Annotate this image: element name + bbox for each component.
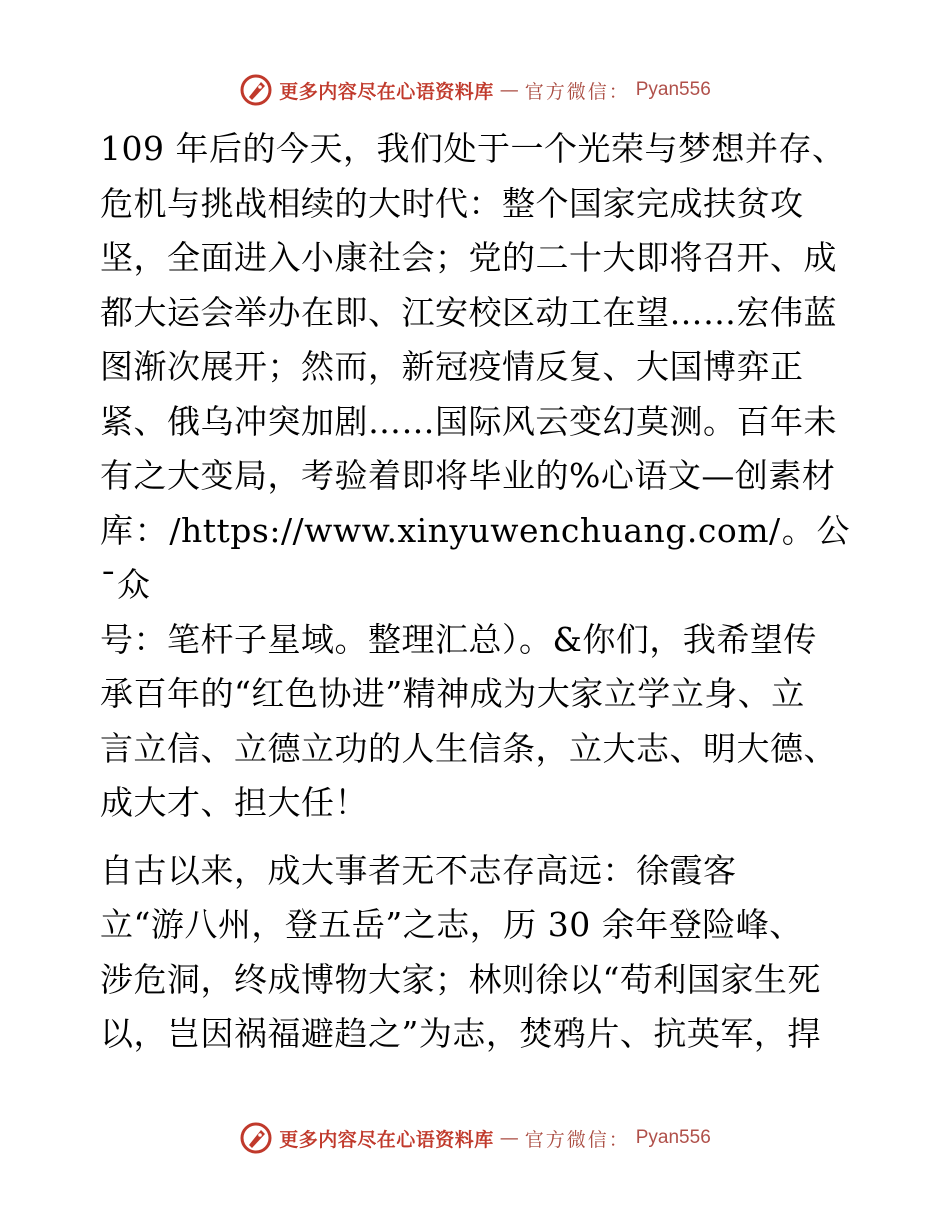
text-line: 涉危洞，终成博物大家；林则徐以“苟利国家生死 — [100, 959, 821, 999]
page-footer-banner — [0, 1118, 950, 1158]
text-line: 坚，全面进入小康社会；党的二十大即将召开、成 — [100, 238, 837, 277]
text-line: 图渐次展开；然而，新冠疫情反复、大国博弈正 — [100, 347, 804, 386]
pen-nib-logo-icon — [239, 73, 273, 107]
text-line: 库：/https://www.xinyuwenchuang.com/。公¯众 — [100, 510, 850, 604]
banner-separator: — — [499, 1127, 519, 1149]
text-line: 自古以来，成大事者无不志存高远：徐霞客 — [100, 850, 737, 890]
text-line: 109 年后的今天，我们处于一个光荣与梦想并存、 — [100, 129, 846, 168]
wechat-label: 官方微信： — [524, 1128, 630, 1151]
text-line: 承百年的“红色协进”精神成为大家立学立身、立 — [100, 674, 805, 713]
paragraph-2 — [100, 844, 850, 1062]
text-line: 危机与挑战相续的大时代：整个国家完成扶贫攻 — [100, 183, 804, 223]
text-line: 成大才、担大任！ — [100, 783, 368, 822]
text-line: 都大运会举办在即、江安校区动工在望……宏伟蓝 — [100, 292, 837, 332]
wechat-id: Pyan556 — [635, 1127, 711, 1148]
wechat-id: Pyan556 — [635, 79, 711, 100]
pen-nib-logo-icon — [239, 1121, 273, 1155]
promo-text: 更多内容尽在心语资料库 — [279, 1128, 494, 1151]
text-line: 号：笔杆子星域。整理汇总）。&你们，我希望传 — [100, 619, 817, 659]
text-line: 有之大变局，考验着即将毕业的%心语文—创素材 — [100, 456, 836, 495]
banner-separator: — — [499, 79, 519, 101]
promo-text: 更多内容尽在心语资料库 — [279, 80, 494, 103]
text-line: 以，岂因祸福避趋之”为志，焚鸦片、抗英军，捍 — [100, 1014, 821, 1053]
text-line: 立“游八州，登五岳”之志，历 30 余年登险峰、 — [100, 905, 803, 944]
wechat-label: 官方微信： — [524, 80, 630, 103]
page-header-banner — [0, 70, 950, 110]
document-body — [100, 122, 850, 1062]
paragraph-1 — [100, 122, 850, 831]
text-line: 紧、俄乌冲突加剧……国际风云变幻莫测。百年未 — [100, 401, 837, 441]
text-line: 言立信、立德立功的人生信条，立大志、明大德、 — [100, 728, 837, 768]
